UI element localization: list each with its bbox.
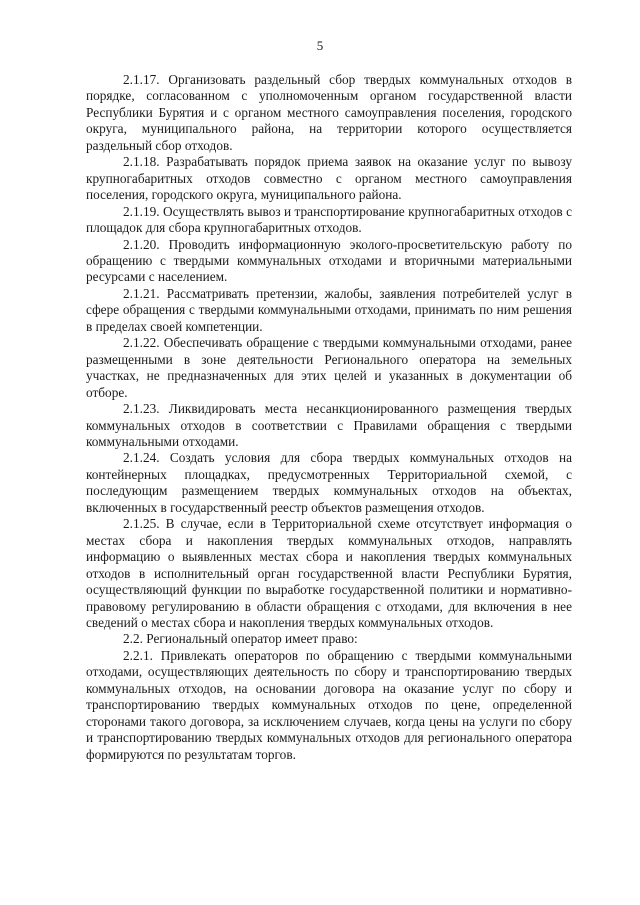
paragraph-2-2-1: 2.2.1. Привлекать операторов по обращению с твердыми коммунальными отходами, осуществляющих деятельность по сбору и транспортированию твердых коммунальных отходов, на основании договора на оказание услуг по сбору и транспортированию твердых коммунальных отходов по цене, определенной сторонами такого договора, за исключением случаев, когда цены на услуги по сбору и транспортированию твердых коммунальных отходов для регионального оператора формируются по результатам торгов. <box>86 647 572 762</box>
paragraph-2-1-17: 2.1.17. Организовать раздельный сбор твердых коммунальных отходов в порядке, согласованном с уполномоченным органом государственной власти Республики Бурятия и с органом местного самоуправления поселения, городского округа, муниципального района, на территории которого осуществляется раздельный сбор отходов. <box>86 72 572 153</box>
paragraph-2-1-25: 2.1.25. В случае, если в Территориальной схеме отсутствует информация о местах сбора и накопления твердых коммунальных отходов, направлять информацию о выявленных местах сбора и накопления твердых коммунальных отходов в исполнительный орган государственной власти Республики Бурятия, осуществляющий функции по выработке государственной политики и нормативно-правовому регулированию в области обращения с отходами, для включения в нее сведений о местах сбора и накопления твердых коммунальных отходов. <box>86 516 572 630</box>
paragraph-2-1-20: 2.1.20. Проводить информационную эколого-просветительскую работу по обращению с твердыми коммунальных отходами и вторичными материальными ресурсами с населением. <box>86 236 572 285</box>
paragraph-2-1-22: 2.1.22. Обеспечивать обращение с твердыми коммунальными отходами, ранее размещенными в зоне деятельности Регионального оператора на земельных участках, не предназначенных для этих целей и указанных в документации об отборе. <box>86 335 572 400</box>
paragraph-2-1-24: 2.1.24. Создать условия для сбора твердых коммунальных отходов на контейнерных площадках, предусмотренных Территориальной схемой, с последующим размещением твердых коммунальных отходов на объектах, включенных в государственный реестр объектов размещения отходов. <box>86 450 572 515</box>
page-number: 5 <box>316 38 324 53</box>
section-heading-2-2: 2.2. Региональный оператор имеет право: <box>123 631 358 647</box>
paragraph-2-1-21: 2.1.21. Рассматривать претензии, жалобы, заявления потребителей услуг в сфере обращения с твердыми коммунальными отходами, принимать по ним решения в пределах своей компетенции. <box>86 285 572 334</box>
paragraph-2-1-19: 2.1.19. Осуществлять вывоз и транспортирование крупногабаритных отходов с площадок для сбора крупногабаритных отходов. <box>86 203 572 236</box>
paragraph-2-1-23: 2.1.23. Ликвидировать места несанкционированного размещения твердых коммунальных отходов в соответствии с Правилами обращения с твердыми коммунальными отходами. <box>86 401 572 449</box>
document-body <box>86 72 572 763</box>
paragraph-2-1-18: 2.1.18. Разрабатывать порядок приема заявок на оказание услуг по вывозу крупногабаритных отходов совместно с органом местного самоуправления поселения, городского округа, муниципального района. <box>86 154 572 203</box>
